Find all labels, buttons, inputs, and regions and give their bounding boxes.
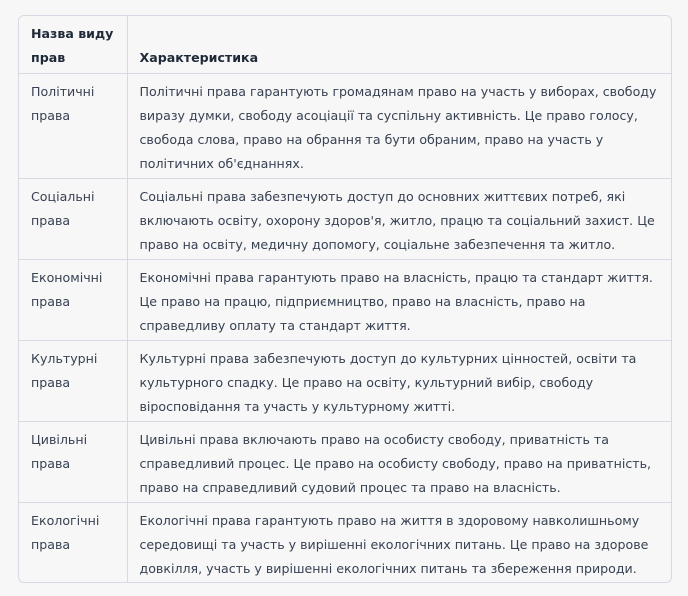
row-description: Цивільні права включають право на особисту свободу, приватність та справедливий процес. Це право на особисту свободу, право на приватність, право на справедливий судовий процес та право на власність.	[127, 421, 671, 502]
table-row	[19, 421, 671, 502]
header-rights-type: Назва виду прав	[19, 16, 127, 73]
rights-table	[19, 16, 671, 582]
table-row	[19, 259, 671, 340]
row-rights-name: Політичні права	[19, 73, 127, 178]
table-row	[19, 73, 671, 178]
header-characteristic: Характеристика	[127, 16, 671, 73]
row-rights-name: Економічні права	[19, 259, 127, 340]
row-rights-name: Екологічні права	[19, 502, 127, 582]
row-description: Екологічні права гарантують право на життя в здоровому навколишньому середовищі та участь у вирішенні екологічних питань. Це право на здорове довкілля, участь у вирішенні екологічних питань та збереження природи.	[139, 512, 649, 576]
table-row	[19, 340, 671, 421]
table-row	[19, 502, 671, 582]
row-description: Культурні права забезпечують доступ до культурних цінностей, освіти та культурного спадку. Це право на освіту, культурний вибір, свободу віросповідання та участь у культурному житті.	[127, 340, 671, 421]
row-description: Економічні права гарантують право на власність, працю та стандарт життя. Це право на працю, підприємництво, право на власність, право на справедливу оплату та стандарт життя.	[127, 259, 671, 340]
rights-table-container	[18, 15, 672, 583]
row-description: Політичні права гарантують громадянам право на участь у виборах, свободу виразу думки, свободу асоціації та суспільну активність. Це право голосу, свобода слова, право на обрання та бути обраним, право на участь у політичних об'єднаннях.	[127, 73, 671, 178]
row-rights-name: Соціальні права	[19, 178, 127, 259]
row-rights-name: Культурні права	[19, 340, 127, 421]
row-rights-name: Цивільні права	[19, 421, 127, 502]
row-description: Соціальні права забезпечують доступ до основних життєвих потреб, які включають освіту, охорону здоров'я, житло, працю та соціальний захист. Це право на освіту, медичну допомогу, соціальне забезпечення та житло.	[127, 178, 671, 259]
table-row	[19, 178, 671, 259]
table-header-row	[19, 16, 671, 73]
